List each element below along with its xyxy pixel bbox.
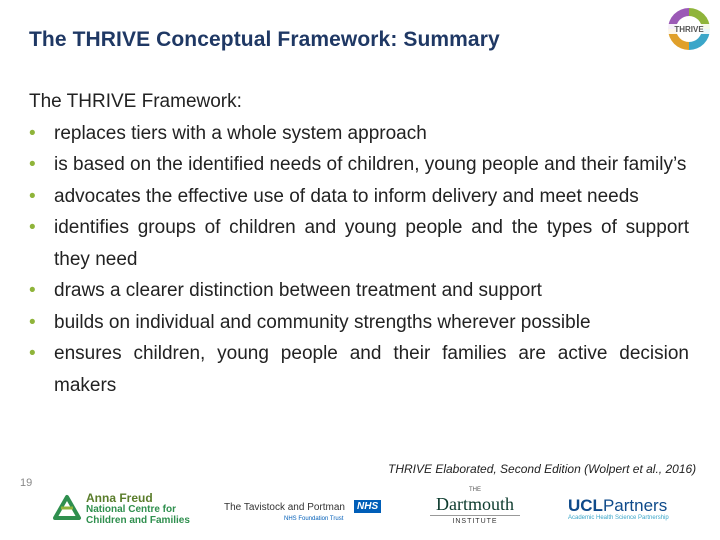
bullet-text: identifies groups of children and young people and the types of support they need (54, 217, 689, 270)
anna-freud-line2: National Centre for (86, 504, 177, 515)
tavistock-name: The Tavistock and Portman (224, 502, 345, 513)
dartmouth-the: THE (469, 487, 481, 493)
bullet-text: ensures children, young people and their families are active decision makers (54, 343, 689, 396)
anna-freud-line1: Anna Freud (86, 491, 153, 505)
dartmouth-divider (430, 515, 520, 516)
slide-title: The THRIVE Conceptual Framework: Summary (29, 28, 500, 51)
bullet-icon: • (29, 154, 36, 175)
bullet-item (29, 212, 689, 275)
bullet-icon: • (29, 311, 36, 333)
bullet-icon: • (29, 185, 36, 207)
tavistock-logo (224, 500, 384, 530)
thrive-logo-text: THRIVE (674, 25, 704, 34)
anna-freud-knot-icon (52, 494, 82, 526)
ucl-partners-logo (568, 496, 688, 528)
bullet-item (29, 338, 689, 401)
nhs-badge: NHS (354, 500, 381, 513)
dartmouth-institute: INSTITUTE (452, 518, 498, 525)
anna-freud-logo (52, 491, 190, 528)
bullet-icon: • (29, 122, 36, 144)
bullet-list (29, 118, 689, 402)
ucl-part: UCL (568, 496, 603, 515)
partners-part: Partners (602, 496, 668, 515)
bullet-icon: • (29, 343, 36, 364)
intro-line: The THRIVE Framework: (29, 91, 242, 112)
ucl-partners-subtitle: Academic Health Science Partnership (568, 515, 669, 521)
bullet-item (29, 275, 689, 307)
dartmouth-name: Dartmouth (436, 494, 514, 514)
ucl-partners-name (568, 496, 667, 516)
slide-content (29, 86, 689, 401)
bullet-item (29, 149, 689, 181)
bullet-item (29, 118, 689, 150)
bullet-text: advocates the effective use of data to inform delivery and meet needs (54, 185, 639, 207)
anna-freud-line3: Children and Families (86, 515, 190, 526)
bullet-text: draws a clearer distinction between treatment and support (54, 280, 542, 301)
citation: THRIVE Elaborated, Second Edition (Wolpert et al., 2016) (388, 462, 697, 476)
dartmouth-logo (424, 487, 526, 533)
bullet-icon: • (29, 217, 36, 238)
page-number: 19 (20, 477, 33, 489)
bullet-text: builds on individual and community strengths wherever possible (54, 311, 591, 333)
bullet-item (29, 181, 689, 213)
bullet-text: replaces tiers with a whole system approach (54, 122, 427, 144)
bullet-icon: • (29, 280, 36, 301)
thrive-logo (666, 6, 712, 52)
bullet-text: is based on the identified needs of children, young people and their family’s (54, 154, 687, 175)
bullet-item (29, 307, 689, 339)
tavistock-subtitle: NHS Foundation Trust (284, 516, 344, 522)
